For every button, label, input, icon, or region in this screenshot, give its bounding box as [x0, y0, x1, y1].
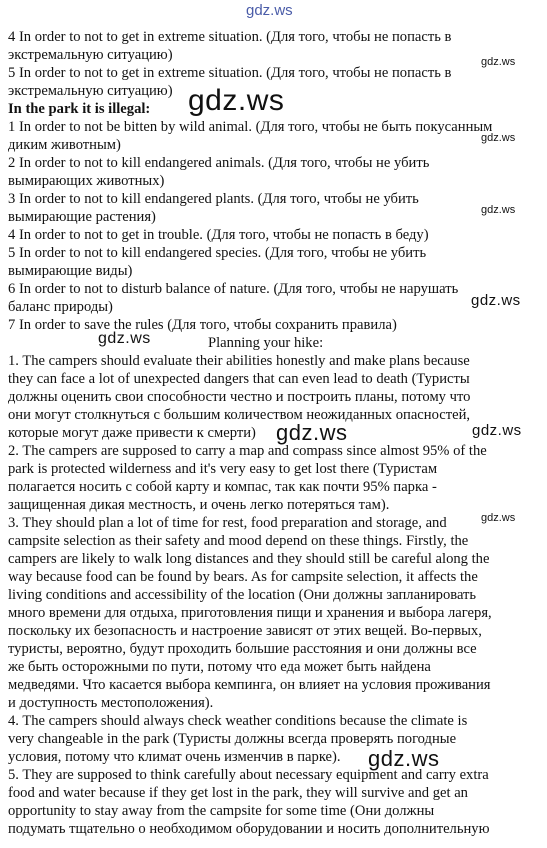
text-line: поскольку их безопасность и настроение зависят от этих вещей. Во-первых,: [8, 623, 482, 639]
watermark: gdz.ws: [472, 422, 522, 439]
text-line: они могут столкнуться с большим количеством неожиданных опасностей,: [8, 407, 471, 423]
text-line: которые могут даже привести к смерти): [8, 425, 256, 441]
text-line: должны оценить свои способности честно и построить планы, потому что: [8, 389, 471, 405]
watermark: gdz.ws: [481, 512, 516, 524]
text-line: вымирающие растения): [8, 209, 156, 225]
text-line: very changeable in the park (Туристы должны всегда проверять погодные: [8, 731, 457, 747]
text-line: вымирающие виды): [8, 263, 133, 279]
text-line: вымирающих животных): [8, 173, 165, 189]
text-line: way because food can be found by bears. As for campsite selection, it affects the: [8, 569, 478, 585]
text-line: полагается носить с собой карту и компас, так как почти 95% парка -: [8, 479, 437, 495]
text-line: туристы, вероятно, будут проходить большие расстояния и они должны все: [8, 641, 477, 657]
text-line: баланс природы): [8, 299, 113, 315]
watermark: gdz.ws: [246, 2, 293, 19]
text-line: 2 In order to not to kill endangered animals. (Для того, чтобы не убить: [8, 155, 430, 171]
text-line: экстремальную ситуацию): [8, 83, 173, 99]
text-line: 4. The campers should always check weather conditions because the climate is: [8, 713, 468, 729]
watermark: gdz.ws: [481, 132, 516, 144]
text-line: 2. The campers are supposed to carry a map and compass since almost 95% of the: [8, 443, 487, 459]
text-line: 6 In order to not to disturb balance of nature. (Для того, чтобы не нарушать: [8, 281, 459, 297]
watermark: gdz.ws: [276, 420, 348, 445]
watermark: gdz.ws: [98, 330, 151, 347]
text-line: 5 In order to not to get in extreme situation. (Для того, чтобы не попасть в: [8, 65, 452, 81]
text-line: медведями. Что касается выбора кемпинга, он влияет на условия проживания: [8, 677, 491, 693]
text-line: 5. They are supposed to think carefully about necessary equipment and carry extra: [8, 767, 489, 783]
text-line: подумать тщательно о необходимом оборудовании и носить дополнительную: [8, 821, 490, 837]
text-line: food and water because if they get lost in the park, they will survive and get an: [8, 785, 468, 801]
text-line: экстремальную ситуацию): [8, 47, 173, 63]
text-line: и доступность местоположения).: [8, 695, 214, 711]
text-line: 3. They should plan a lot of time for rest, food preparation and storage, and: [8, 515, 447, 531]
text-line: campers are likely to walk long distances and they should still be careful along the: [8, 551, 490, 567]
watermark: gdz.ws: [188, 84, 285, 117]
watermark: gdz.ws: [481, 56, 516, 68]
text-line: защищенная дикая местность, и очень легко потеряться там).: [8, 497, 390, 513]
text-line: they can face a lot of unexpected dangers that can even lead to death (Туристы: [8, 371, 470, 387]
text-line: 4 In order to not to get in extreme situation. (Для того, чтобы не попасть в: [8, 29, 452, 45]
text-line: 5 In order to not to kill endangered species. (Для того, чтобы не убить: [8, 245, 427, 261]
text-line: 1 In order to not be bitten by wild animal. (Для того, чтобы не быть покусанным: [8, 119, 493, 135]
text-line: 1. The campers should evaluate their abilities honestly and make plans because: [8, 353, 470, 369]
text-line: много времени для отдыха, приготовления пищи и хранения и выбора лагеря,: [8, 605, 492, 621]
text-line: диким животным): [8, 137, 121, 153]
text-line: park is protected wilderness and it's very easy to get lost there (Туристам: [8, 461, 438, 477]
text-line: 7 In order to save the rules (Для того, чтобы сохранить правила): [8, 317, 397, 333]
watermark: gdz.ws: [471, 292, 521, 309]
section-heading: Planning your hike:: [208, 335, 324, 351]
watermark: gdz.ws: [481, 204, 516, 216]
text-line: opportunity to stay away from the campsite for some time (Они должны: [8, 803, 435, 819]
text-line: условия, потому что климат очень изменчив в парке).: [8, 749, 341, 765]
text-line: living conditions and accessibility of the location (Они должны запланировать: [8, 587, 477, 603]
text-line: же быть осторожными по пути, потому что еда может быть найдена: [8, 659, 431, 675]
text-line: 4 In order to not to get in trouble. (Для того, чтобы не попасть в беду): [8, 227, 429, 243]
text-line: campsite selection as their safety and mood depend on these things. Firstly, the: [8, 533, 469, 549]
text-line: 3 In order to not to kill endangered plants. (Для того, чтобы не убить: [8, 191, 419, 207]
watermark: gdz.ws: [368, 746, 440, 771]
section-heading: In the park it is illegal:: [8, 101, 151, 117]
